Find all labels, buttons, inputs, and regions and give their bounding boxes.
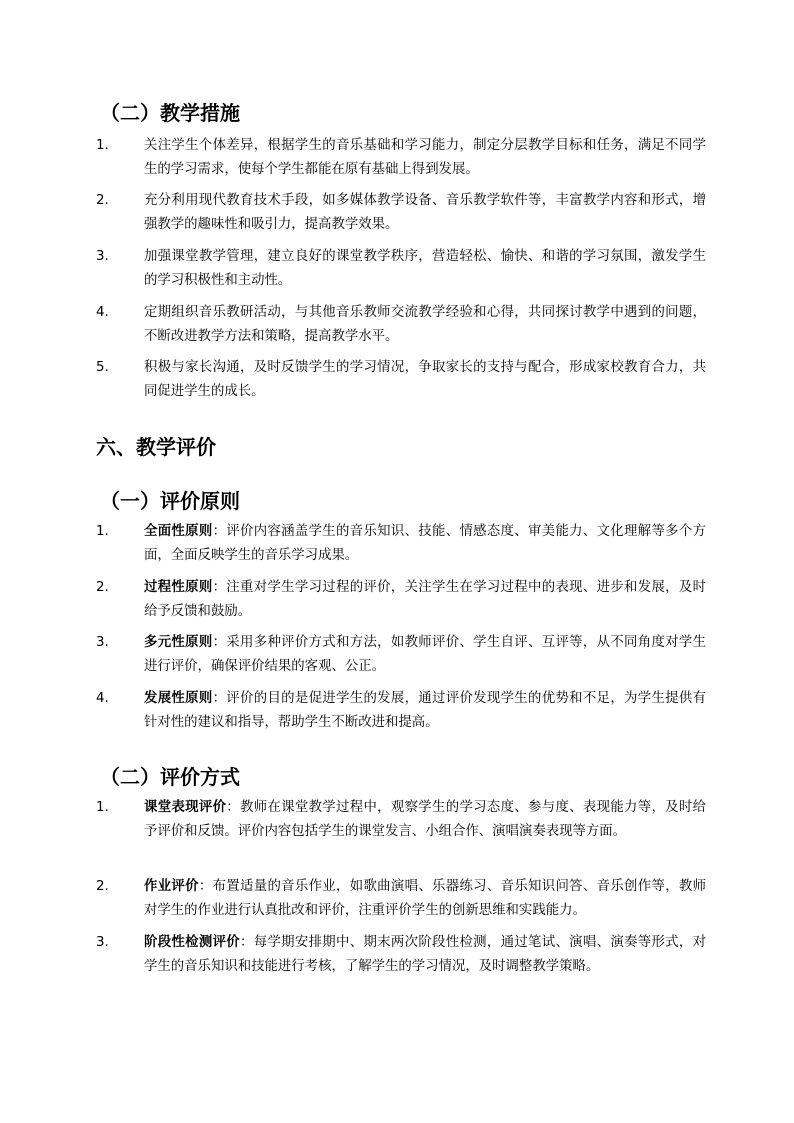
- list-item-number: 1.: [96, 800, 109, 815]
- list-item: [96, 245, 706, 293]
- list-item: [96, 576, 706, 624]
- list-item-number: 4.: [96, 691, 109, 706]
- list-item-number: 2.: [96, 879, 109, 894]
- list-item-text: 关注学生个体差异，根据学生的音乐基础和学习能力，制定分层教学目标和任务，满足不同学生的学习需求，使每个学生都能在原有基础上得到发展。: [144, 138, 706, 177]
- list-item-body: [144, 687, 706, 735]
- list-item-term: 多元性原则: [144, 635, 213, 650]
- list-item-text: ：评价内容涵盖学生的音乐知识、技能、情感态度、审美能力、文化理解等多个方面，全面反映学生的音乐学习成果。: [144, 524, 706, 563]
- list-item-number: 5.: [96, 360, 109, 375]
- list-item: [96, 356, 706, 404]
- list-item-body: [144, 931, 706, 979]
- list-item-term: 作业评价: [144, 879, 199, 894]
- list-item-term: 全面性原则: [144, 524, 213, 539]
- list-item-text: ：每学期安排期中、期末两次阶段性检测，通过笔试、演唱、演奏等形式，对学生的音乐知识和技能进行考核，了解学生的学习情况，及时调整教学策略。: [144, 935, 707, 974]
- list-item: [96, 796, 706, 844]
- list-item: [96, 301, 706, 349]
- list-item-number: 3.: [96, 249, 109, 264]
- list-item: [96, 134, 706, 182]
- list-item-text: ：布置适量的音乐作业，如歌曲演唱、乐器练习、音乐知识问答、音乐创作等，教师对学生的作业进行认真批改和评价，注重评价学生的创新思维和实践能力。: [144, 879, 707, 918]
- list-item-text: ：评价的目的是促进学生的发展，通过评价发现学生的优势和不足，为学生提供有针对性的建议和指导，帮助学生不断改进和提高。: [144, 691, 706, 730]
- list-item-text: 定期组织音乐教研活动，与其他音乐教师交流教学经验和心得，共同探讨教学中遇到的问题，不断改进教学方法和策略，提高教学水平。: [144, 305, 706, 344]
- list-item-number: 3.: [96, 935, 109, 950]
- list-item-term: 发展性原则: [144, 691, 213, 706]
- section-title-teaching-evaluation: 六、教学评价: [96, 435, 216, 459]
- list-item-term: 阶段性检测评价: [144, 935, 241, 950]
- list-item-text: 充分利用现代教育技术手段，如多媒体教学设备、音乐教学软件等，丰富教学内容和形式，增强教学的趣味性和吸引力，提高教学效果。: [144, 193, 706, 232]
- list-item-number: 3.: [96, 635, 109, 650]
- list-item-text: 加强课堂教学管理，建立良好的课堂教学秩序，营造轻松、愉快、和谐的学习氛围，激发学生的学习积极性和主动性。: [144, 249, 706, 288]
- list-item-text: ：注重对学生学习过程的评价，关注学生在学习过程中的表现、进步和发展，及时给予反馈和鼓励。: [144, 580, 706, 619]
- list-item-body: [144, 631, 706, 679]
- list-item-number: 1.: [96, 138, 109, 153]
- list-item: [96, 189, 706, 237]
- list-item-number: 1.: [96, 524, 109, 539]
- section-title-teaching-measures: （二）教学措施: [100, 101, 240, 125]
- list-item-body: [144, 796, 706, 844]
- section-title-evaluation-principles: （一）评价原则: [100, 489, 240, 513]
- list-item-body: [144, 520, 706, 568]
- section-title-evaluation-methods: （二）评价方式: [100, 765, 240, 789]
- list-item: [96, 931, 706, 979]
- list-item: [96, 631, 706, 679]
- list-item-term: 课堂表现评价: [144, 800, 227, 815]
- list-item: [96, 875, 706, 923]
- list-item-number: 4.: [96, 305, 109, 320]
- list-item-text: ：采用多种评价方式和方法，如教师评价、学生自评、互评等，从不同角度对学生进行评价，确保评价结果的客观、公正。: [144, 635, 706, 674]
- list-item-term: 过程性原则: [144, 580, 213, 595]
- list-item-body: [144, 875, 706, 923]
- list-item-text: ：教师在课堂教学过程中，观察学生的学习态度、参与度、表现能力等，及时给予评价和反馈。评价内容包括学生的课堂发言、小组合作、演唱演奏表现等方面。: [144, 800, 707, 839]
- list-item: [96, 687, 706, 735]
- list-item-text: 积极与家长沟通，及时反馈学生的学习情况，争取家长的支持与配合，形成家校教育合力，共同促进学生的成长。: [144, 360, 706, 399]
- list-item-body: [144, 576, 706, 624]
- list-item-number: 2.: [96, 193, 109, 208]
- list-item-number: 2.: [96, 580, 109, 595]
- list-item: [96, 520, 706, 568]
